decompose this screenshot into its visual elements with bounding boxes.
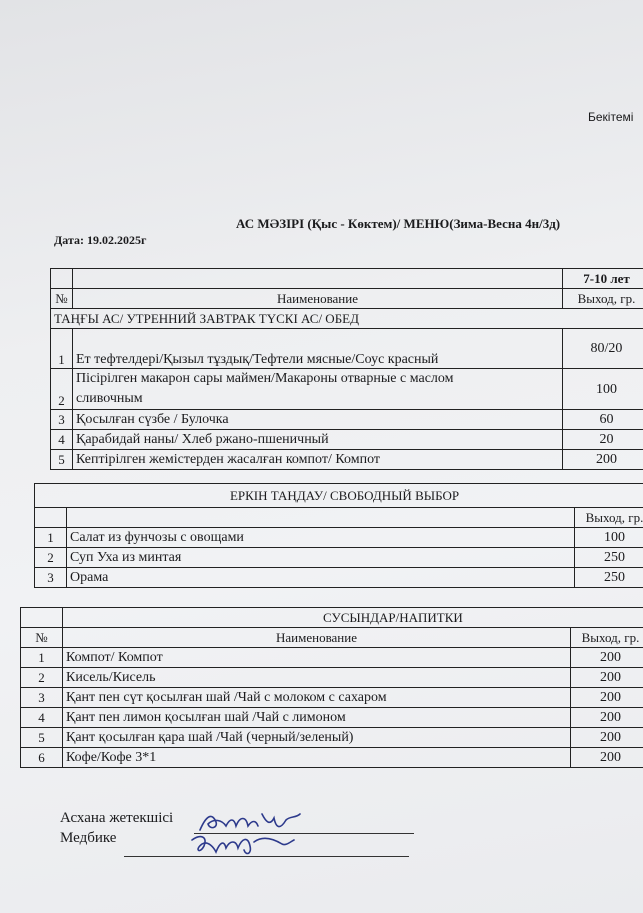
col-no-header: №	[51, 289, 73, 309]
col-name-header: Наименование	[73, 289, 563, 309]
row-number: 3	[21, 688, 63, 708]
table-row	[35, 548, 643, 568]
header-row	[51, 289, 643, 309]
menu-title: АС МӘЗІРІ (Қыс - Көктем)/ МЕНЮ(Зима-Весна 4н/3д)	[236, 216, 561, 231]
row-number: 6	[21, 748, 63, 768]
row-number: 2	[51, 369, 73, 410]
dish-yield: 250	[575, 568, 643, 588]
drink-name: Қант қосылған қара шай /Чай (черный/зеленый)	[63, 728, 571, 748]
drink-name: Қант пен сүт қосылған шай /Чай с молоком с сахаром	[63, 688, 571, 708]
row-number: 3	[35, 568, 67, 588]
approval-label: Бекітемі	[588, 110, 634, 124]
drink-name: Компот/ Компот	[63, 648, 571, 668]
dish-name: Қарабидай наны/ Хлеб ржано-пшеничный	[73, 430, 563, 450]
table-row	[21, 668, 643, 688]
drink-yield: 200	[571, 748, 643, 768]
dish-yield: 250	[575, 548, 643, 568]
table-row	[35, 528, 643, 548]
row-number: 4	[51, 430, 73, 450]
drink-yield: 200	[571, 668, 643, 688]
empty-cell	[51, 269, 73, 289]
row-number: 1	[21, 648, 63, 668]
row-number: 1	[51, 329, 73, 369]
menu-table	[50, 268, 643, 470]
table-row	[35, 568, 643, 588]
drink-name: Қант пен лимон қосылған шай /Чай с лимоном	[63, 708, 571, 728]
dish-name: Суп Уха из минтая	[67, 548, 575, 568]
drink-name: Кофе/Кофе 3*1	[63, 748, 571, 768]
row-number: 3	[51, 410, 73, 430]
col-yield-header: Выход, гр.	[571, 628, 643, 648]
header-row	[21, 628, 643, 648]
menu-date: Дата: 19.02.2025г	[54, 233, 147, 247]
kitchen-head-label: Асхана жетекшісі	[60, 810, 174, 826]
age-group-header: 7-10 лет	[563, 269, 643, 289]
row-number: 5	[21, 728, 63, 748]
drink-yield: 200	[571, 728, 643, 748]
dish-name: Ет тефтелдері/Қызыл тұздық/Тефтели мясные/Соус красный	[73, 329, 563, 369]
dish-yield: 200	[563, 450, 643, 470]
section-title-row	[35, 484, 643, 508]
row-number: 5	[51, 450, 73, 470]
table-row	[51, 369, 643, 410]
empty-cell	[67, 508, 575, 528]
dish-yield: 60	[563, 410, 643, 430]
row-number: 2	[21, 668, 63, 688]
nurse-label: Медбике	[60, 830, 117, 846]
table-row	[51, 329, 643, 369]
header-row-age	[51, 269, 643, 289]
dish-yield: 100	[563, 369, 643, 410]
table-row	[21, 648, 643, 668]
col-yield-header: Выход, гр.	[575, 508, 643, 528]
col-name-header: Наименование	[63, 628, 571, 648]
empty-cell	[73, 269, 563, 289]
drink-yield: 200	[571, 688, 643, 708]
table-row	[21, 728, 643, 748]
dish-name-line: сливочным	[76, 391, 143, 406]
free-choice-table	[34, 483, 643, 588]
table-row	[21, 748, 643, 768]
nurse-signature	[186, 828, 296, 860]
dish-name-line: Пісірілген макарон сары маймен/Макароны отварные с маслом	[76, 371, 454, 386]
section-row	[51, 309, 643, 329]
dish-yield: 80/20	[563, 329, 643, 369]
col-yield-header: Выход, гр.	[563, 289, 643, 309]
row-number: 4	[21, 708, 63, 728]
table-row	[51, 430, 643, 450]
free-choice-title: ЕРКІН ТАҢДАУ/ СВОБОДНЫЙ ВЫБОР	[35, 484, 643, 508]
meal-section-label: ТАҢҒЫ АС/ УТРЕННИЙ ЗАВТРАК ТҮСКІ АС/ ОБЕД	[51, 309, 643, 329]
drink-name: Кисель/Кисель	[63, 668, 571, 688]
table-row	[21, 708, 643, 728]
empty-cell	[35, 508, 67, 528]
dish-name: Орама	[67, 568, 575, 588]
table-row	[21, 688, 643, 708]
dish-yield: 20	[563, 430, 643, 450]
table-row	[51, 410, 643, 430]
dish-name: Салат из фунчозы с овощами	[67, 528, 575, 548]
header-row	[35, 508, 643, 528]
drinks-title: СУСЫНДАР/НАПИТКИ	[63, 608, 643, 628]
drinks-table	[20, 607, 643, 768]
section-title-row	[21, 608, 643, 628]
dish-name	[73, 369, 563, 410]
drink-yield: 200	[571, 708, 643, 728]
dish-name: Қосылған сүзбе / Булочка	[73, 410, 563, 430]
dish-name: Кептірілген жемістерден жасалған компот/ Компот	[73, 450, 563, 470]
row-number: 1	[35, 528, 67, 548]
empty-cell	[21, 608, 63, 628]
row-number: 2	[35, 548, 67, 568]
table-row	[51, 450, 643, 470]
drink-yield: 200	[571, 648, 643, 668]
col-no-header: №	[21, 628, 63, 648]
dish-yield: 100	[575, 528, 643, 548]
